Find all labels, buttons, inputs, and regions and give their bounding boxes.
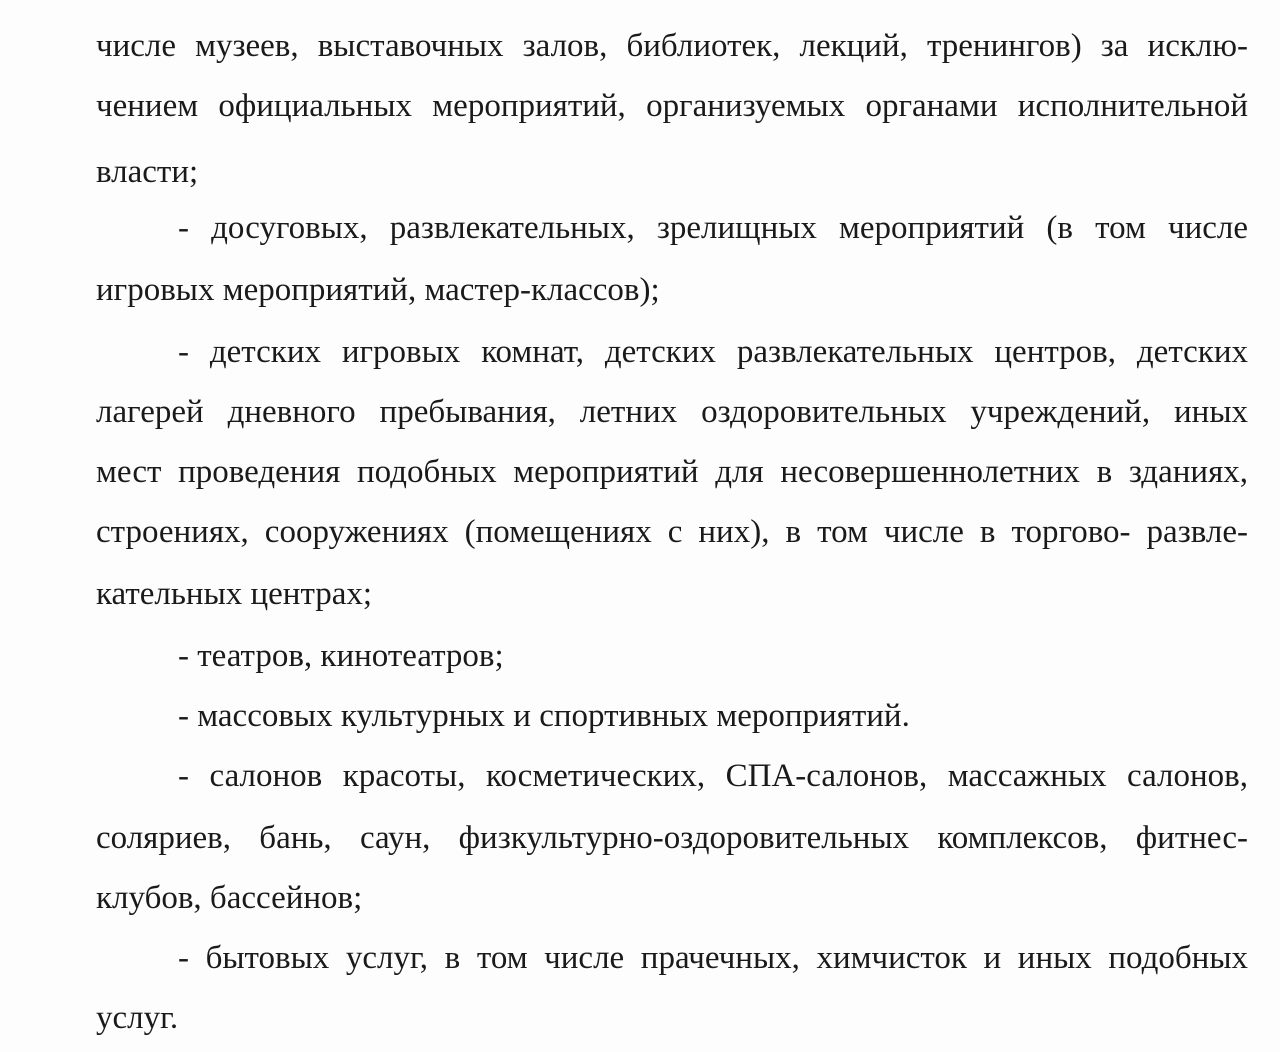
text-line: - детских игровых комнат, детских развлекательных центров, детских [178,334,1248,370]
text-line: услуг. [96,1000,179,1036]
text-line: клубов, бассейнов; [96,880,363,916]
text-line: соляриев, бань, саун, физкультурно-оздоровительных комплексов, фитнес- [96,820,1248,856]
text-line: - досуговых, развлекательных, зрелищных мероприятий (в том числе [178,210,1248,246]
text-line: чением официальных мероприятий, организуемых органами исполнительной [96,88,1248,124]
text-line: лагерей дневного пребывания, летних оздоровительных учреждений, иных [96,394,1248,430]
text-line: числе музеев, выставочных залов, библиотек, лекций, тренингов) за исклю- [96,28,1248,64]
text-line: строениях, сооружениях (помещениях с них), в том числе в торгово- развле- [96,514,1248,550]
text-line: игровых мероприятий, мастер-классов); [96,272,660,308]
text-line: - театров, кинотеатров; [178,638,504,674]
text-line: - массовых культурных и спортивных мероприятий. [178,698,910,734]
text-line: кательных центрах; [96,576,373,612]
text-line: власти; [96,154,199,190]
text-line: мест проведения подобных мероприятий для несовершеннолетних в зданиях, [96,454,1248,490]
text-line: - салонов красоты, косметических, СПА-салонов, массажных салонов, [178,758,1248,794]
text-line: - бытовых услуг, в том числе прачечных, химчисток и иных подобных [178,940,1248,976]
